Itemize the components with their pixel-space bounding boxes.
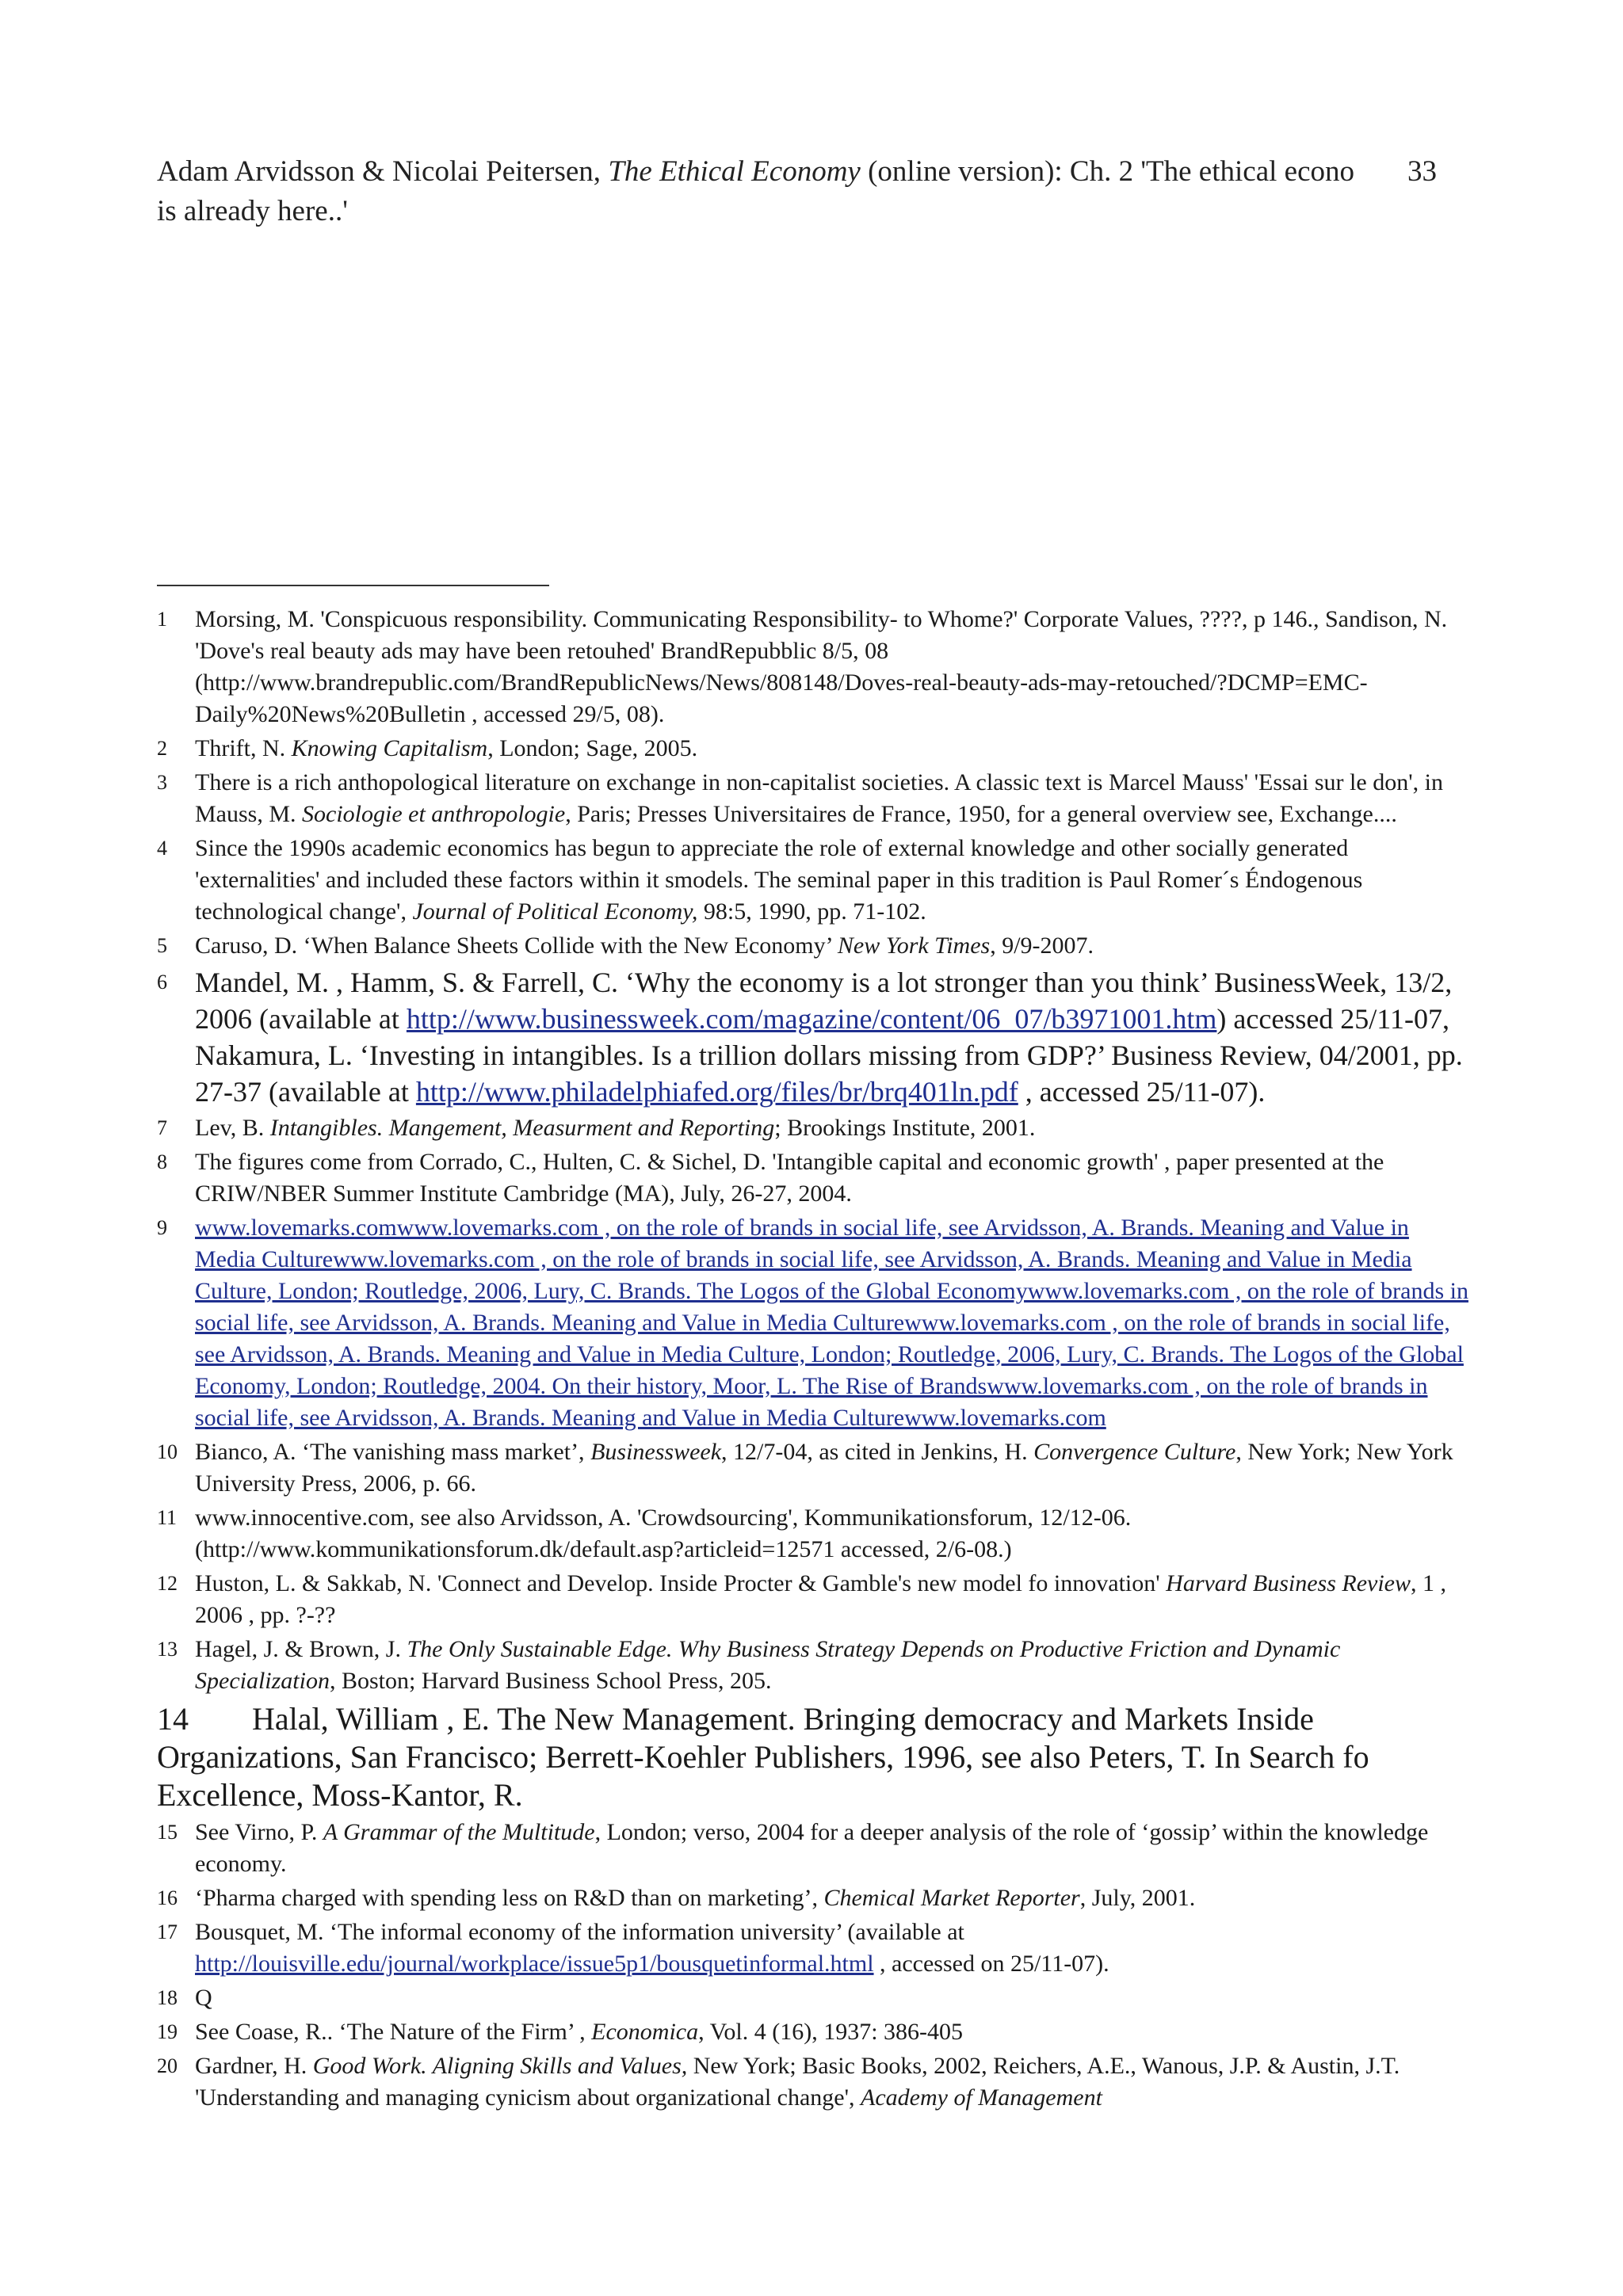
footnote-segment: Bianco, A. ‘The vanishing mass market’, [195, 1439, 591, 1465]
footnote-text [195, 2053, 1400, 2111]
footnote-segment: , New York; New York University Press, 2006, p. 66. [195, 1439, 1453, 1497]
footnote [157, 604, 1472, 730]
footnote [157, 1882, 1472, 1914]
header-line-2: is already here..' [157, 195, 348, 227]
footnote [157, 964, 1472, 1110]
footnote [157, 1982, 1472, 2014]
footnote-number: 10 [157, 1440, 178, 1463]
footnote-segment: Since the 1990s academic economics has begun to appreciate the role of external knowledge and other socially generated 'externalities' and included these factors within it smodels. The seminal paper in this tradition is Paul Romer´s Éndogenous technological change', [195, 835, 1363, 925]
footnote-separator [157, 585, 549, 586]
footnote-text [195, 769, 1443, 827]
footnote-segment: www.innocentive.com, see also Arvidsson, A. 'Crowdsourcing', Kommunikationsforum, 12/12-06. (http://www.kommunikationsforum.dk/default.asp?articleid=12571 accessed, 2/6-08.) [195, 1505, 1132, 1562]
page-number: 33 [1407, 155, 1437, 188]
footnote-number: 4 [157, 837, 167, 860]
footnote-number: 14 [157, 1701, 189, 1737]
footnote-text [195, 735, 697, 761]
footnote-segment: www.lovemarks.comwww.lovemarks.com , on the role of brands in social life, see Arvidsson, A. Brands. Meaning and Value in Media Culturewww.lovemarks.com , on the role of brands in social life, see Arvidsson, A. Brands. Meaning and Value in Media Culture, London; Routledge, 2006, Lury, C. Brands. The Logos of the Global Economywww.lovemarks.com , on the role of brands in social life, see Arvidsson, A. Brands. Meaning and Value in Media Culturewww.lovemarks.com , on the role of brands in social life, see Arvidsson, A. Brands. Meaning and Value in Media Culture, London; Routledge, 2006, Lury, C. Brands. The Logos of the Global Economy, London; Routledge, 2004. On their history, Moor, L. The Rise of Brandswww.lovemarks.com , on the role of brands in social life, see Arvidsson, A. Brands. Meaning and Value in Media Culturewww.lovemarks.com [195, 1215, 1468, 1431]
footnote-segment: Bousquet, M. ‘The informal economy of the information university’ (available at [195, 1919, 964, 1945]
footnote-segment: Caruso, D. ‘When Balance Sheets Collide with the New Economy’ [195, 933, 838, 959]
footnote-number: 19 [157, 2020, 178, 2043]
header-book-title: The Ethical Economy [608, 155, 861, 188]
footnote-segment: There is a rich anthopological literature on exchange in non-capitalist societies. A classic text is Marcel Mauss' 'Essai sur le don', in Mauss, M. [195, 769, 1443, 827]
footnote [157, 1212, 1472, 1434]
footnote-segment: ; Brookings Institute, 2001. [774, 1115, 1036, 1141]
footnote-number: 1 [157, 608, 167, 631]
footnote-text [195, 1885, 1195, 1911]
footnote-segment: , July, 2001. [1079, 1885, 1196, 1911]
footnote-number: 8 [157, 1150, 167, 1173]
header-line-1 [157, 152, 1457, 192]
footnote-number: 13 [157, 1638, 178, 1661]
footnote-italic-title: Journal of Political Economy, [412, 898, 698, 925]
footnote-number: 20 [157, 2054, 178, 2077]
header-chapter: (online version): Ch. 2 'The ethical econo [860, 155, 1354, 188]
footnote-number: 17 [157, 1920, 178, 1943]
footnote-italic-title: Intangibles. Mangement, Measurment and Reporting [269, 1115, 775, 1141]
footnote-segment: , accessed on 25/11-07). [873, 1951, 1109, 1977]
footnote-segment: ‘Pharma charged with spending less on R&D than on marketing’, [195, 1885, 824, 1911]
footnote [157, 767, 1472, 830]
footnote [157, 1817, 1472, 1880]
footnote-text [195, 835, 1362, 925]
footnote-segment: Thrift, N. [195, 735, 292, 761]
footnote-segment: , 9/9-2007. [990, 933, 1094, 959]
footnote-text [195, 1570, 1446, 1628]
footnote-italic-title: Good Work. Aligning Skills and Values, [312, 2053, 688, 2079]
footnote-text [195, 1636, 1340, 1694]
footnote-italic-title: Chemical Market Reporter [823, 1885, 1080, 1911]
footnote-number: 18 [157, 1986, 178, 2009]
footnote-number: 2 [157, 737, 167, 760]
footnote-segment: ) accessed 25/11-07, Nakamura, L. ‘Investing in intangibles. Is a trillion dollars missing from GDP?’ Business Review, 04/2001, pp. 27-37 (available at [195, 1003, 1463, 1108]
footnote-text [195, 1149, 1384, 1207]
footnote-segment: , accessed 25/11-07). [1018, 1076, 1266, 1108]
footnote [157, 2016, 1472, 2048]
footnote-segment: New York; Basic Books, 2002, Reichers, A.E., Wanous, J.P. & Austin, J.T. 'Understanding and managing cynicism about organizational change', [195, 2053, 1400, 2111]
footnote-italic-title: Convergence Culture [1033, 1439, 1236, 1465]
footnote-number: 7 [157, 1116, 167, 1139]
footnote [157, 930, 1472, 962]
footnote-segment: Lev, B. [195, 1115, 270, 1141]
footnote-segment: See Virno, P. [195, 1819, 323, 1845]
footnote [157, 1568, 1472, 1631]
footnote-segment: , London; verso, 2004 for a deeper analysis of the role of ‘gossip’ within the knowledge economy. [195, 1819, 1429, 1877]
footnote-segment: , Vol. 4 (16), 1937: 386-405 [698, 2019, 964, 2045]
footnote-number: 6 [157, 971, 167, 994]
footnote-segment: 98:5, 1990, pp. 71-102. [697, 898, 926, 925]
footnote-link[interactable]: http://louisville.edu/journal/workplace/issue5p1/bousquetinformal.html [195, 1951, 874, 1977]
footnote-number: 12 [157, 1572, 178, 1595]
footnote-text [195, 1505, 1131, 1562]
footnote-text [195, 2019, 963, 2045]
footnote-segment: , London; Sage, 2005. [487, 735, 698, 761]
footnote-segment: Morsing, M. 'Conspicuous responsibility. Communicating Responsibility- to Whome?' Corporate Values, ????, p 146., Sandison, N. 'Dove's real beauty ads may have been retouhed' BrandRepubblic 8/5, 08 (http://www.brandrepublic.com/BrandRepublicNews/News/808148/Doves-real-beauty-ads-may-retouched/?DCMP=EMC-Daily%20News%20Bulletin , accessed 29/5, 08). [195, 606, 1448, 727]
footnotes-list [157, 604, 1472, 2116]
footnote-number: 3 [157, 771, 167, 794]
footnote-segment: , Paris; Presses Universitaires de France, 1950, for a general overview see, Exchange.... [565, 801, 1397, 827]
footnote [157, 1436, 1472, 1500]
footnote-segment: Hagel, J. & Brown, J. [195, 1636, 407, 1662]
footnote-italic-title: A Grammar of the Multitude [323, 1819, 595, 1845]
footnote-segment: See Coase, R.. ‘The Nature of the Firm’ , [195, 2019, 592, 2045]
footnote [157, 1634, 1472, 1697]
footnote-italic-title: Businessweek [590, 1439, 722, 1465]
footnote [157, 1502, 1472, 1566]
footnote-text [157, 1701, 1369, 1813]
footnote-link[interactable]: http://www.businessweek.com/magazine/content/06_07/b3971001.htm [406, 1003, 1217, 1035]
footnote [157, 833, 1472, 928]
footnote-segment: The figures come from Corrado, C., Hulten, C. & Sichel, D. 'Intangible capital and economic growth' , paper presented at the CRIW/NBER Summer Institute Cambridge (MA), July, 26-27, 2004. [195, 1149, 1384, 1207]
footnote-segment: Huston, L. & Sakkab, N. 'Connect and Develop. Inside Procter & Gamble's new model fo innovation' [195, 1570, 1167, 1596]
footnote [157, 1700, 1472, 1814]
footnote-number: 5 [157, 934, 167, 957]
footnote-text [195, 933, 1094, 959]
footnote-italic-title: Harvard Business Review [1166, 1570, 1411, 1596]
header-authors: Adam Arvidsson & Nicolai Peitersen, [157, 155, 609, 188]
footnote-italic-title: New York Times [837, 933, 991, 959]
footnote-number: 11 [157, 1506, 178, 1529]
footnote-italic-title: Sociologie et anthropologie [302, 801, 566, 827]
footnote-segment: Gardner, H. [195, 2053, 313, 2079]
footnote-number: 16 [157, 1886, 178, 1909]
footnote-segment: , 12/7-04, as cited in Jenkins, H. [721, 1439, 1034, 1465]
footnote [157, 1112, 1472, 1144]
footnote [157, 1917, 1472, 1980]
footnote [157, 2050, 1472, 2114]
footnote-segment: Mandel, M. , Hamm, S. & Farrell, C. ‘Why the economy is a lot stronger than you think’ BusinessWeek, 13/2, 2006 (available at [195, 967, 1453, 1035]
footnote-italic-title: The Only Sustainable Edge. Why Business Strategy Depends on Productive Friction and Dynamic Specialization [195, 1636, 1341, 1694]
footnote-text [195, 1819, 1428, 1877]
footnote-text [195, 1985, 212, 2011]
footnote-text [195, 967, 1463, 1108]
running-header [157, 152, 1457, 231]
footnote-segment: , Boston; Harvard Business School Press, 205. [329, 1668, 772, 1694]
footnote [157, 1146, 1472, 1210]
footnote-segment: , 1 , 2006 , pp. ?-?? [195, 1570, 1446, 1628]
footnote-italic-title: Knowing Capitalism [291, 735, 488, 761]
footnote-text [195, 1919, 1109, 1977]
footnote-segment: Halal, William , E. The New Management. Bringing democracy and Markets Inside Organizations, San Francisco; Berrett-Koehler Publishers, 1996, see also Peters, T. In Search fo Excellence, Moss-Kantor, R. [157, 1701, 1369, 1813]
footnote-segment: Q [195, 1985, 212, 2011]
footnote-text [195, 606, 1447, 727]
footnote-text[interactable] [195, 1215, 1468, 1431]
footnote-link[interactable]: http://www.philadelphiafed.org/files/br/brq401ln.pdf [415, 1076, 1018, 1108]
footnote-number: 9 [157, 1216, 167, 1239]
footnote-number: 15 [157, 1821, 178, 1844]
footnote-text [195, 1439, 1453, 1497]
footnote-italic-title: Academy of Management [861, 2084, 1102, 2111]
footnote [157, 733, 1472, 765]
footnote-text [195, 1115, 1035, 1141]
footnote-italic-title: Economica [591, 2019, 699, 2045]
